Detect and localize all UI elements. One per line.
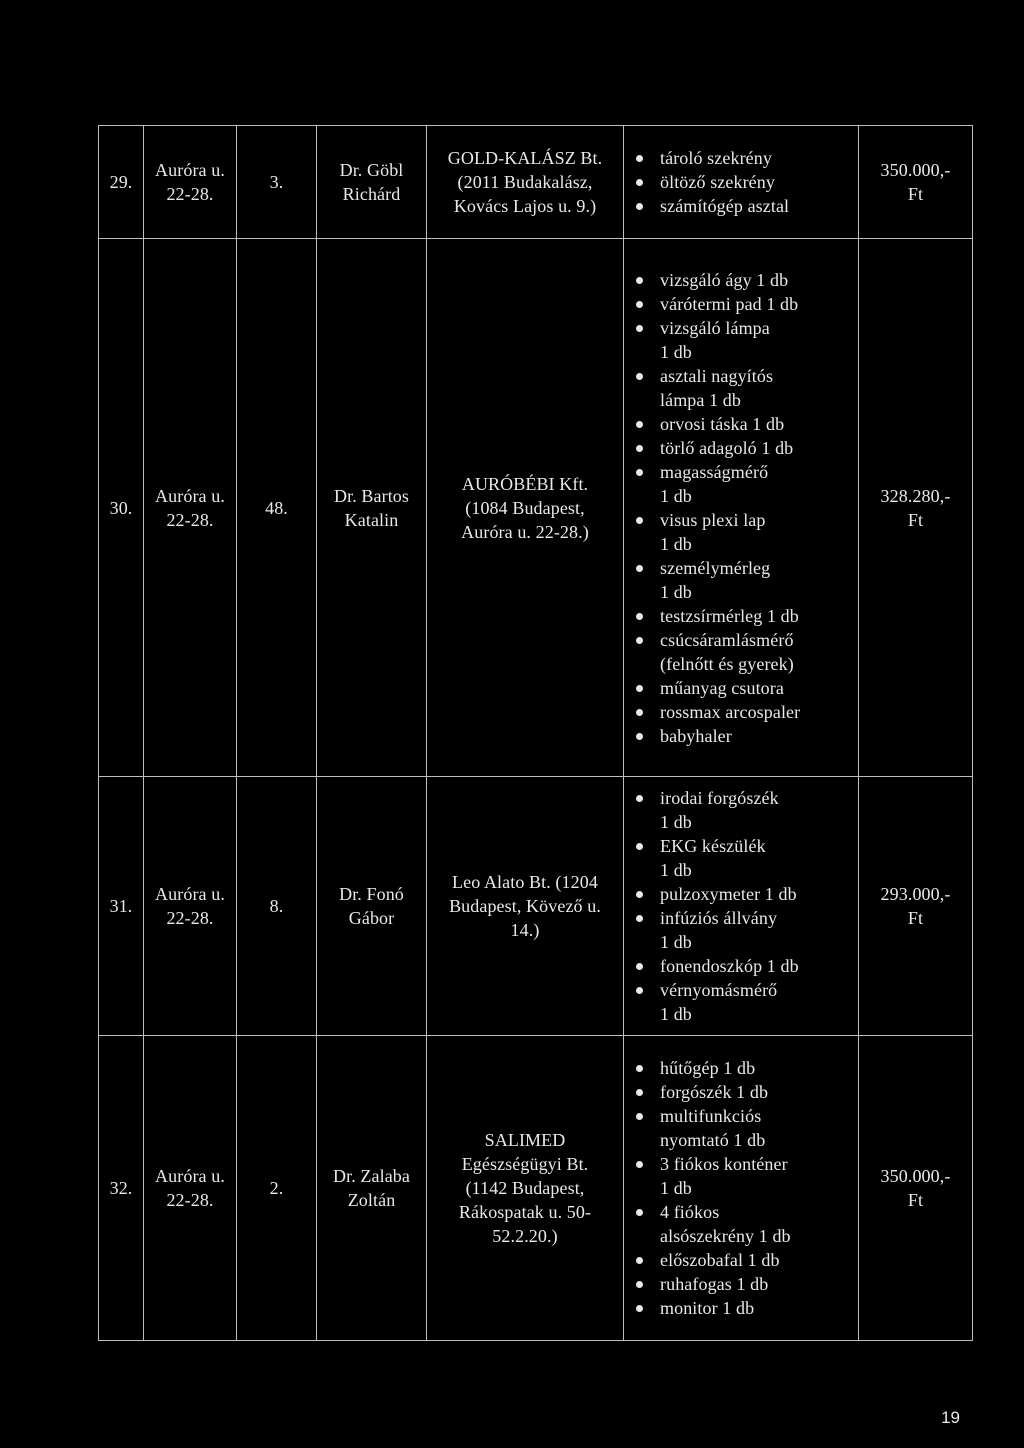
list-item: vizsgáló lámpa 1 db bbox=[634, 316, 852, 364]
bullet-icon bbox=[636, 843, 643, 850]
company-name: AURÓBÉBI Kft. (1084 Budapest, Auróra u. 22-28.) bbox=[427, 239, 624, 777]
street-address: Auróra u. 22-28. bbox=[144, 239, 237, 777]
bullet-icon bbox=[636, 1209, 643, 1216]
unit-number: 3. bbox=[237, 126, 317, 239]
bullet-icon bbox=[636, 1305, 643, 1312]
bullet-icon bbox=[636, 301, 643, 308]
bullet-icon bbox=[636, 795, 643, 802]
list-item: visus plexi lap 1 db bbox=[634, 508, 852, 556]
equipment-list bbox=[624, 126, 859, 239]
list-item: hűtőgép 1 db bbox=[634, 1056, 852, 1080]
bullet-icon bbox=[636, 915, 643, 922]
row-number: 30. bbox=[99, 239, 144, 777]
list-item: csúcsáramlásmérő (felnőtt és gyerek) bbox=[634, 628, 852, 676]
bullet-icon bbox=[636, 155, 643, 162]
unit-number: 2. bbox=[237, 1036, 317, 1341]
list-item: előszobafal 1 db bbox=[634, 1248, 852, 1272]
row-number: 31. bbox=[99, 777, 144, 1036]
bullet-icon bbox=[636, 891, 643, 898]
list-item: multifunkciós nyomtató 1 db bbox=[634, 1104, 852, 1152]
bullet-icon bbox=[636, 565, 643, 572]
bullet-icon bbox=[636, 1113, 643, 1120]
bullet-icon bbox=[636, 685, 643, 692]
price: 350.000,- Ft bbox=[859, 126, 973, 239]
row-number: 29. bbox=[99, 126, 144, 239]
list-item: vizsgáló ágy 1 db bbox=[634, 268, 852, 292]
allocation-table bbox=[98, 125, 973, 1341]
row-number: 32. bbox=[99, 1036, 144, 1341]
list-item: pulzoxymeter 1 db bbox=[634, 882, 852, 906]
unit-number: 8. bbox=[237, 777, 317, 1036]
company-name: SALIMED Egészségügyi Bt. (1142 Budapest, Rákospatak u. 50- 52.2.20.) bbox=[427, 1036, 624, 1341]
equipment-list bbox=[624, 239, 859, 777]
bullet-icon bbox=[636, 1257, 643, 1264]
bullet-icon bbox=[636, 325, 643, 332]
bullet-icon bbox=[636, 203, 643, 210]
street-address: Auróra u. 22-28. bbox=[144, 1036, 237, 1341]
street-address: Auróra u. 22-28. bbox=[144, 126, 237, 239]
equipment-list bbox=[624, 1036, 859, 1341]
table-row bbox=[99, 239, 973, 777]
doctor-name: Dr. Zalaba Zoltán bbox=[317, 1036, 427, 1341]
list-item: 4 fiókos alsószekrény 1 db bbox=[634, 1200, 852, 1248]
list-item: forgószék 1 db bbox=[634, 1080, 852, 1104]
street-address: Auróra u. 22-28. bbox=[144, 777, 237, 1036]
bullet-icon bbox=[636, 373, 643, 380]
list-item: öltöző szekrény bbox=[634, 170, 852, 194]
list-item: EKG készülék 1 db bbox=[634, 834, 852, 882]
price: 328.280,- Ft bbox=[859, 239, 973, 777]
list-item: asztali nagyítós lámpa 1 db bbox=[634, 364, 852, 412]
bullet-icon bbox=[636, 1161, 643, 1168]
table-row bbox=[99, 777, 973, 1036]
bullet-icon bbox=[636, 421, 643, 428]
list-item: irodai forgószék 1 db bbox=[634, 786, 852, 834]
company-name: GOLD-KALÁSZ Bt. (2011 Budakalász, Kovács Lajos u. 9.) bbox=[427, 126, 624, 239]
list-item: 3 fiókos konténer 1 db bbox=[634, 1152, 852, 1200]
bullet-icon bbox=[636, 733, 643, 740]
table-row bbox=[99, 1036, 973, 1341]
bullet-icon bbox=[636, 445, 643, 452]
list-item: számítógép asztal bbox=[634, 194, 852, 218]
list-item: magasságmérő 1 db bbox=[634, 460, 852, 508]
list-item: orvosi táska 1 db bbox=[634, 412, 852, 436]
list-item: rossmax arcospaler bbox=[634, 700, 852, 724]
bullet-icon bbox=[636, 987, 643, 994]
list-item: ruhafogas 1 db bbox=[634, 1272, 852, 1296]
list-item: monitor 1 db bbox=[634, 1296, 852, 1320]
list-item: fonendoszkóp 1 db bbox=[634, 954, 852, 978]
price: 350.000,- Ft bbox=[859, 1036, 973, 1341]
page-number: 19 bbox=[941, 1408, 960, 1427]
list-item: testzsírmérleg 1 db bbox=[634, 604, 852, 628]
doctor-name: Dr. Göbl Richárd bbox=[317, 126, 427, 239]
bullet-icon bbox=[636, 613, 643, 620]
bullet-icon bbox=[636, 963, 643, 970]
bullet-icon bbox=[636, 709, 643, 716]
bullet-icon bbox=[636, 1089, 643, 1096]
equipment-list bbox=[624, 777, 859, 1036]
list-item: várótermi pad 1 db bbox=[634, 292, 852, 316]
table-row bbox=[99, 126, 973, 239]
list-item: személymérleg 1 db bbox=[634, 556, 852, 604]
list-item: infúziós állvány 1 db bbox=[634, 906, 852, 954]
bullet-icon bbox=[636, 179, 643, 186]
bullet-icon bbox=[636, 469, 643, 476]
company-name: Leo Alato Bt. (1204 Budapest, Kövező u. 14.) bbox=[427, 777, 624, 1036]
bullet-icon bbox=[636, 1065, 643, 1072]
list-item: műanyag csutora bbox=[634, 676, 852, 700]
bullet-icon bbox=[636, 517, 643, 524]
doctor-name: Dr. Fonó Gábor bbox=[317, 777, 427, 1036]
bullet-icon bbox=[636, 1281, 643, 1288]
list-item: törlő adagoló 1 db bbox=[634, 436, 852, 460]
doctor-name: Dr. Bartos Katalin bbox=[317, 239, 427, 777]
list-item: tároló szekrény bbox=[634, 146, 852, 170]
price: 293.000,- Ft bbox=[859, 777, 973, 1036]
list-item: babyhaler bbox=[634, 724, 852, 748]
bullet-icon bbox=[636, 277, 643, 284]
unit-number: 48. bbox=[237, 239, 317, 777]
list-item: vérnyomásmérő 1 db bbox=[634, 978, 852, 1026]
bullet-icon bbox=[636, 637, 643, 644]
